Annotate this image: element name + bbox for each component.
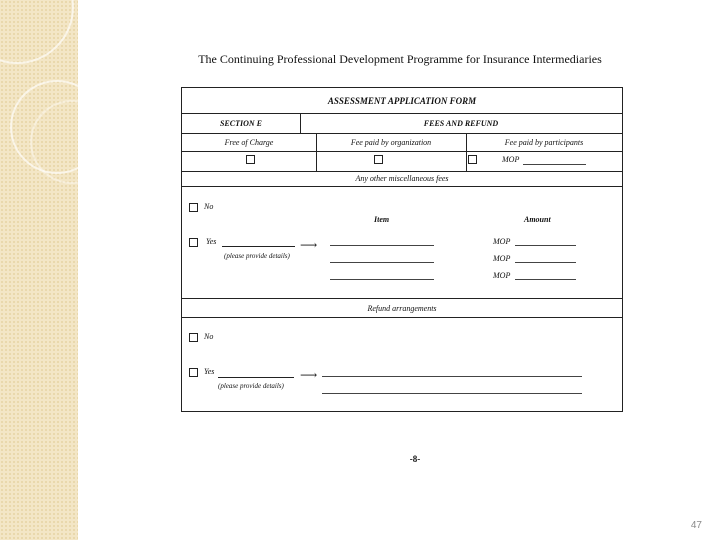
divider (182, 317, 622, 318)
refund-details-entry-line-1[interactable] (322, 376, 582, 377)
misc-details-note: (please provide details) (224, 252, 290, 260)
divider (182, 151, 622, 152)
decorative-sidebar (0, 0, 78, 540)
fee-organization-label: Fee paid by organization (350, 138, 432, 147)
misc-arrow-icon: ⟶ (300, 238, 318, 252)
misc-fees-title: Any other miscellaneous fees (355, 174, 449, 183)
misc-details-line[interactable] (222, 246, 295, 247)
misc-amount-line-2[interactable] (515, 262, 576, 263)
sidebar-arc-top (0, 0, 74, 64)
sidebar-arc-lower (30, 100, 114, 184)
divider (182, 171, 622, 172)
slide-number: 47 (690, 520, 702, 531)
misc-amount-line-1[interactable] (515, 245, 576, 246)
divider (182, 133, 622, 134)
misc-item-line-3[interactable] (330, 279, 434, 280)
form-title: ASSESSMENT APPLICATION FORM (327, 96, 477, 106)
refund-title: Refund arrangements (367, 304, 437, 313)
fee-organization-checkbox[interactable] (374, 155, 383, 164)
section-label: SECTION E (219, 119, 262, 128)
misc-yes-checkbox[interactable] (189, 238, 198, 247)
misc-no-checkbox[interactable] (189, 203, 198, 212)
fee-participants-label: Fee paid by participants (504, 138, 584, 147)
misc-amount-header: Amount (524, 215, 551, 224)
misc-item-line-2[interactable] (330, 262, 434, 263)
divider (182, 298, 622, 299)
refund-yes-checkbox[interactable] (189, 368, 198, 377)
section-title: FEES AND REFUND (423, 119, 499, 128)
divider (182, 113, 622, 114)
misc-mop-label-2: MOP (493, 254, 511, 263)
misc-mop-label-3: MOP (493, 271, 511, 280)
misc-yes-label: Yes (206, 237, 217, 246)
refund-yes-label: Yes (204, 367, 215, 376)
refund-no-checkbox[interactable] (189, 333, 198, 342)
misc-mop-label-1: MOP (493, 237, 511, 246)
page-number: -8- (409, 454, 421, 464)
divider (182, 186, 622, 187)
refund-details-entry-line-2[interactable] (322, 393, 582, 394)
refund-details-note: (please provide details) (218, 382, 284, 390)
fee-participants-mop-line[interactable] (523, 164, 586, 165)
misc-item-line-1[interactable] (330, 245, 434, 246)
assessment-application-form (181, 87, 623, 412)
fee-participants-mop-label: MOP (502, 155, 520, 164)
document-heading: The Continuing Professional Development Programme for Insurance Intermediaries (198, 52, 602, 66)
fee-participants-checkbox[interactable] (468, 155, 477, 164)
refund-details-line[interactable] (218, 377, 294, 378)
refund-arrow-icon: ⟶ (300, 368, 318, 382)
fee-free-checkbox[interactable] (246, 155, 255, 164)
fee-free-label: Free of Charge (224, 138, 274, 147)
misc-no-label: No (204, 202, 214, 211)
refund-no-label: No (204, 332, 214, 341)
misc-item-header: Item (374, 215, 390, 224)
misc-amount-line-3[interactable] (515, 279, 576, 280)
